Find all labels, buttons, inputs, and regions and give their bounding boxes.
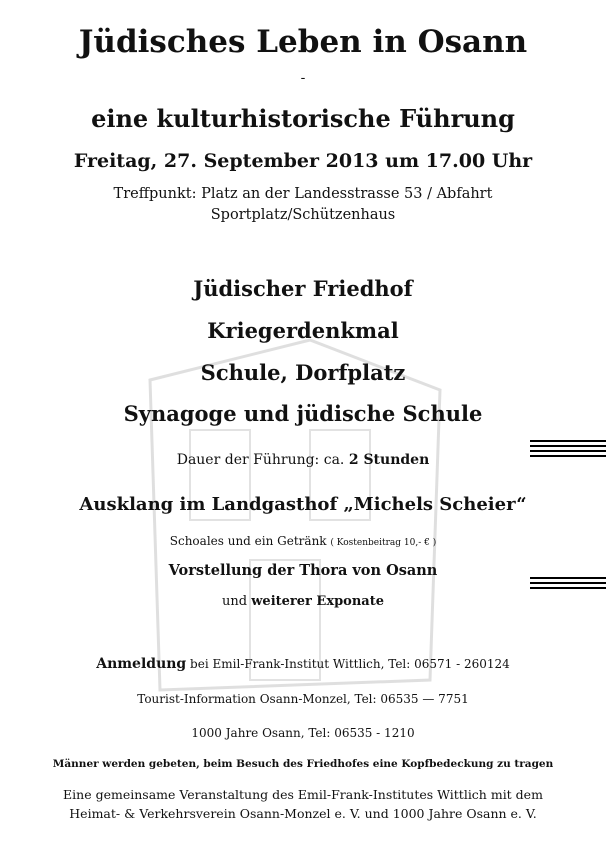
scan-line <box>530 450 606 452</box>
duration-value: 2 Stunden <box>348 452 430 468</box>
scan-line <box>530 455 606 457</box>
millennium-contact: 1000 Jahre Osann, Tel: 06535 - 1210 <box>191 726 415 740</box>
exhibits-text: weiterer Exponate <box>251 594 384 609</box>
organizers-line2: Heimat- & Verkehrsverein Osann-Monzel e. V. und 1000 Jahre Osann e. V. <box>69 806 537 821</box>
scan-line <box>530 587 606 589</box>
tour-stop-school-square: Schule, Dorfplatz <box>200 360 406 385</box>
meeting-point-line2: Sportplatz/Schützenhaus <box>210 207 396 223</box>
flyer-subtitle: eine kulturhistorische Führung <box>91 104 515 133</box>
food-cost: ( Kostenbeitrag 10,- € ) <box>330 538 437 548</box>
scan-line <box>530 445 606 447</box>
duration-label: Dauer der Führung: ca. <box>176 452 345 468</box>
flyer-title: Jüdisches Leben in Osann <box>78 24 528 60</box>
tour-stop-war-memorial: Kriegerdenkmal <box>207 318 399 343</box>
exhibits-line <box>0 594 606 609</box>
tour-stop-synagogue: Synagoge und jüdische Schule <box>123 401 483 426</box>
registration-line <box>0 656 606 672</box>
organizers-line1: Eine gemeinsame Veranstaltung des Emil-Frank-Institutes Wittlich mit dem <box>63 787 543 802</box>
registration-text: bei Emil-Frank-Institut Wittlich, Tel: 06571 - 260124 <box>190 657 510 671</box>
tour-stop-cemetery: Jüdischer Friedhof <box>193 276 413 301</box>
food-info <box>0 534 606 548</box>
scan-line <box>530 582 606 584</box>
event-date: Freitag, 27. September 2013 um 17.00 Uhr <box>73 150 533 172</box>
head-covering-note: Männer werden gebeten, beim Besuch des Friedhofes eine Kopfbedeckung zu tragen <box>52 758 554 770</box>
scan-edge-marks <box>530 440 606 592</box>
scan-line <box>530 577 606 579</box>
scan-line <box>530 440 606 442</box>
registration-label: Anmeldung <box>96 656 187 672</box>
tour-duration <box>0 452 606 468</box>
exhibits-prefix: und <box>222 594 248 609</box>
closing-venue: Ausklang im Landgasthof „Michels Scheier“ <box>79 494 527 515</box>
tourist-info-contact: Tourist-Information Osann-Monzel, Tel: 06535 — 7751 <box>137 692 469 706</box>
thora-presentation: Vorstellung der Thora von Osann <box>168 562 438 579</box>
meeting-point-line1: Treffpunkt: Platz an der Landesstrasse 53 / Abfahrt <box>113 186 493 202</box>
food-text: Schoales und ein Getränk <box>169 534 327 548</box>
title-separator: - <box>300 70 306 86</box>
